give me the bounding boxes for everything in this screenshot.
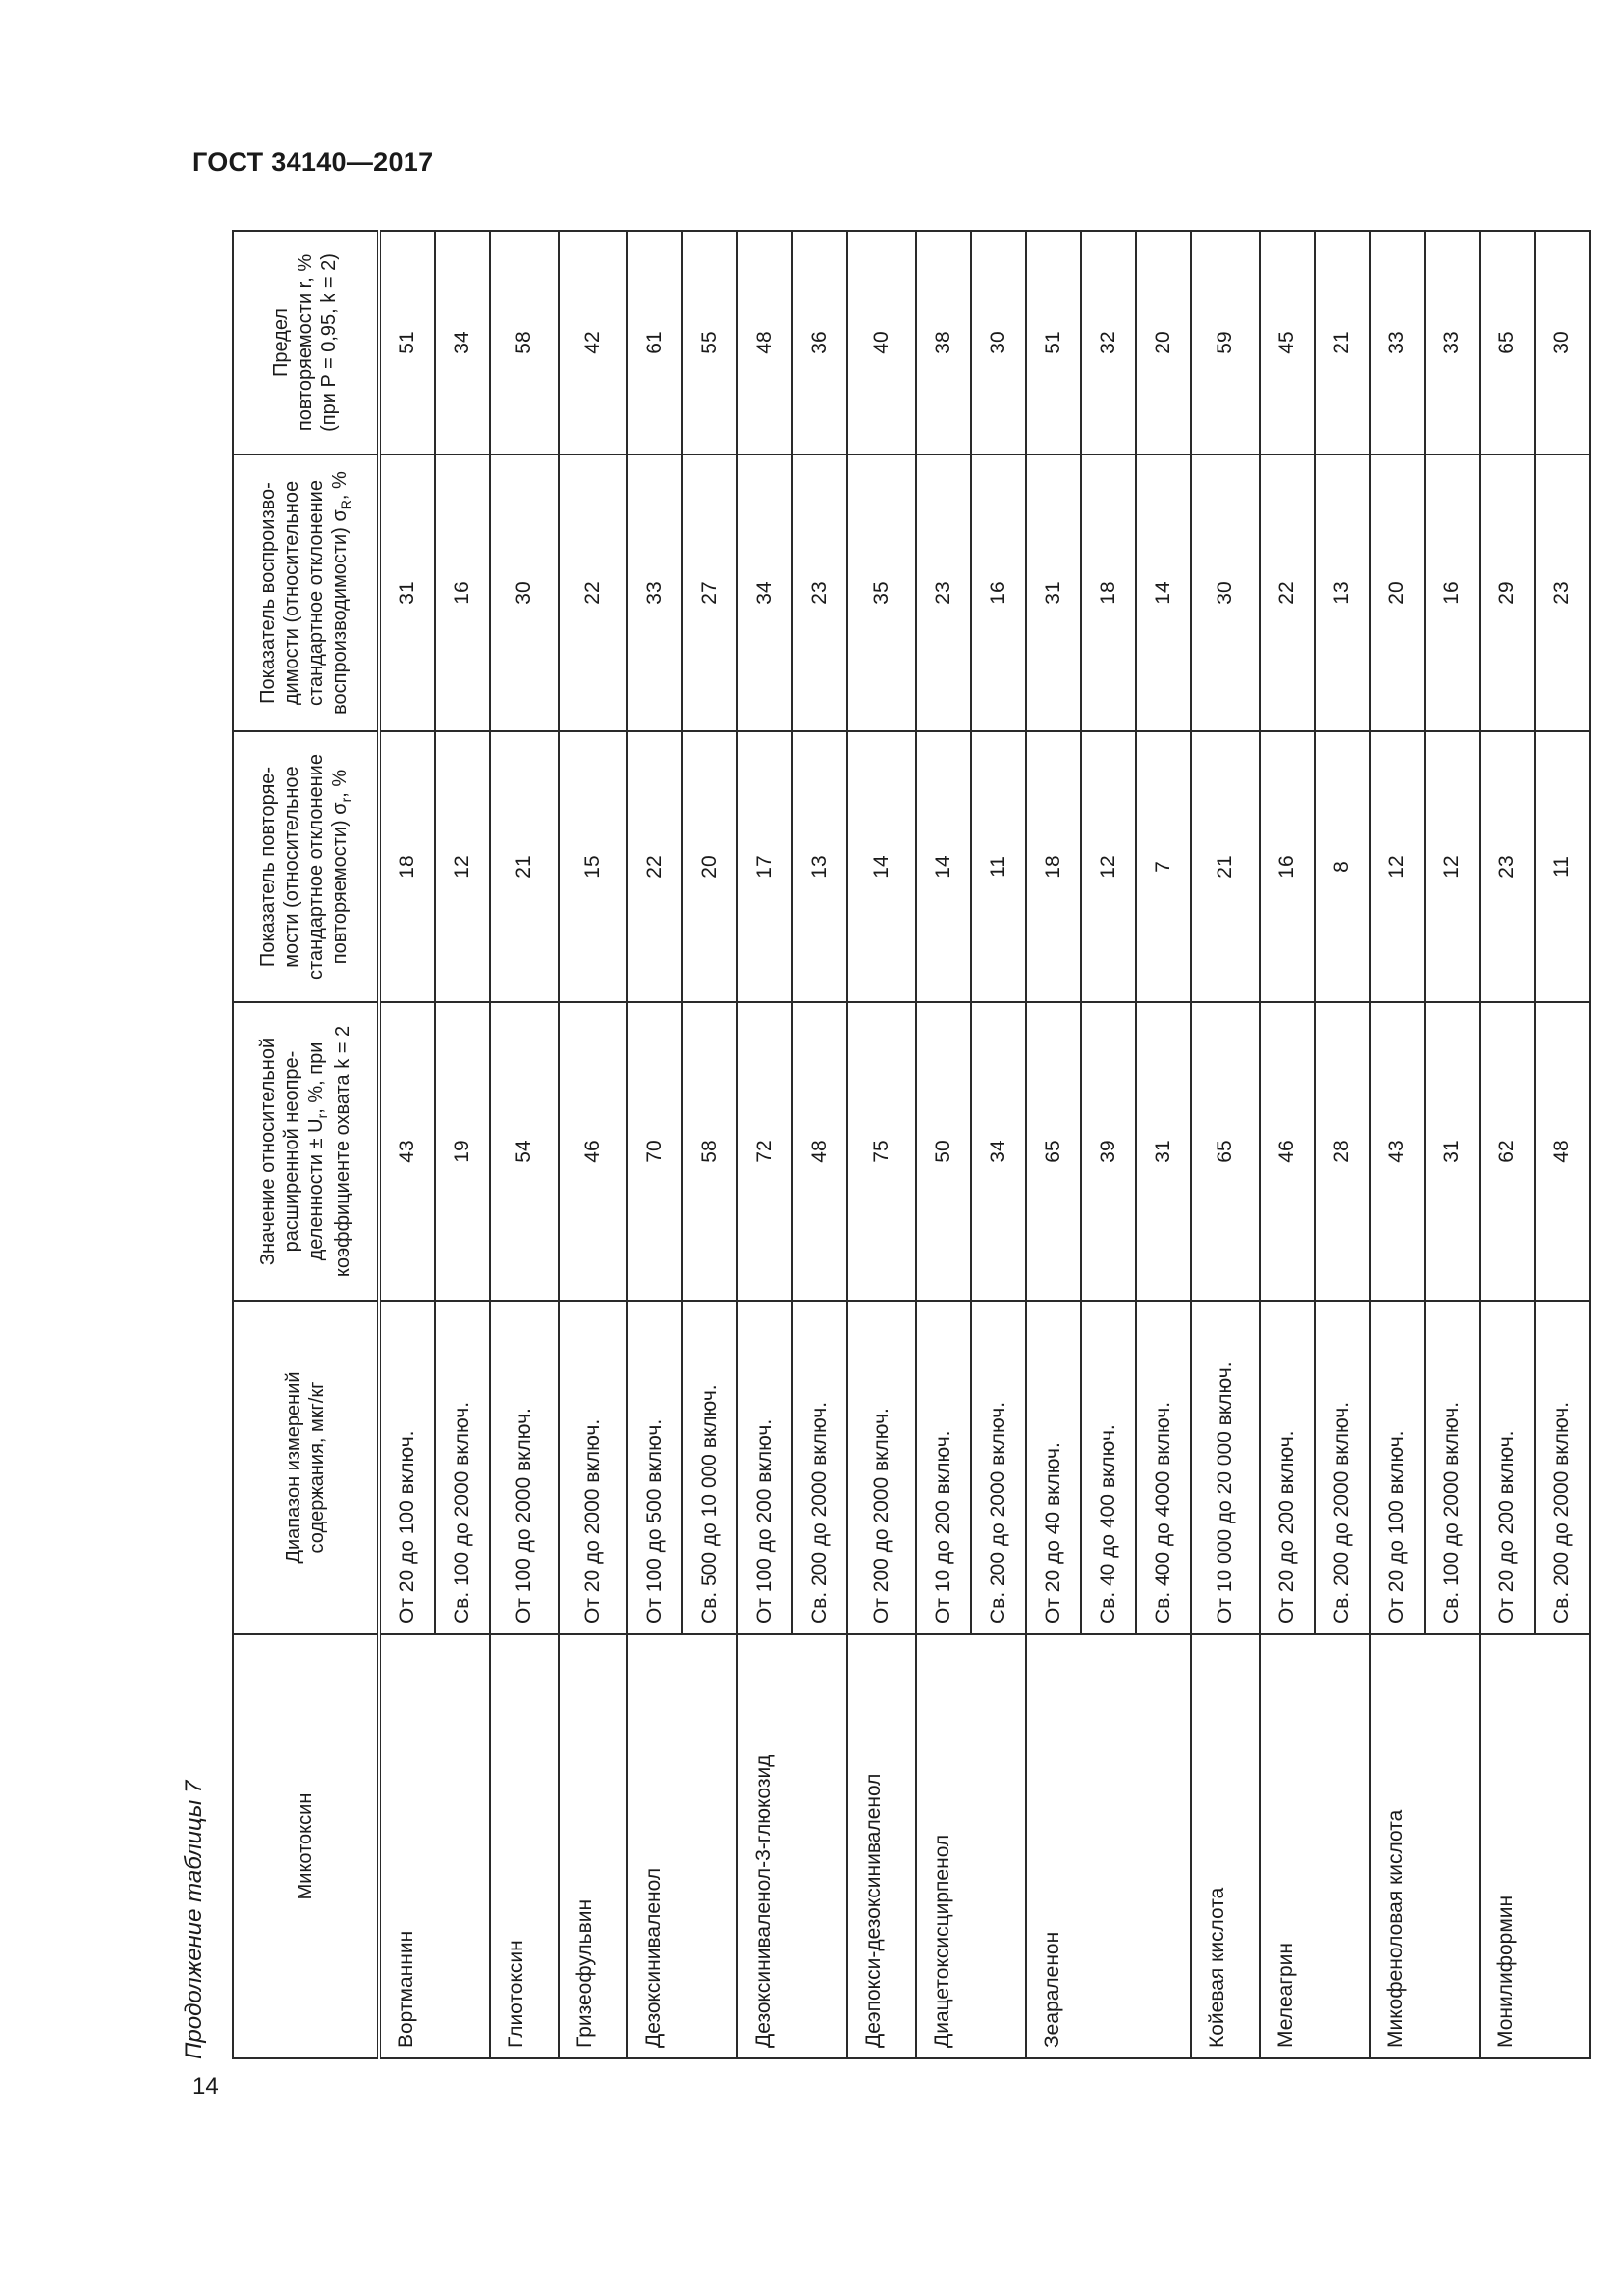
reproducibility-cell: 16 (435, 454, 490, 731)
reproducibility-cell: 22 (559, 454, 627, 731)
reproducibility-cell: 13 (1315, 454, 1370, 731)
limit-cell: 61 (627, 231, 682, 454)
repeatability-cell: 11 (1535, 731, 1590, 1002)
reproducibility-cell: 27 (682, 454, 737, 731)
repeatability-cell: 14 (847, 731, 916, 1002)
mycotoxin-cell: Диацетоксисцирпенол (916, 1634, 1026, 2058)
limit-cell: 51 (379, 231, 435, 454)
repeatability-cell: 16 (1260, 731, 1315, 1002)
mycotoxin-cell: Гризеофульвин (559, 1634, 627, 2058)
mycotoxin-cell: Зеараленон (1026, 1634, 1191, 2058)
repeatability-cell: 18 (1026, 731, 1081, 1002)
reproducibility-cell: 16 (1425, 454, 1480, 731)
range-cell: Св. 200 до 2000 включ. (1535, 1301, 1590, 1634)
repeatability-cell: 7 (1136, 731, 1191, 1002)
table-row (559, 231, 627, 2058)
limit-cell: 42 (559, 231, 627, 454)
repeatability-cell: 13 (792, 731, 847, 1002)
uncertainty-cell: 62 (1480, 1002, 1535, 1301)
mycotoxin-cell: Деэпокси-дезоксиниваленол (847, 1634, 916, 2058)
uncertainty-cell: 72 (737, 1002, 792, 1301)
uncertainty-cell: 50 (916, 1002, 971, 1301)
uncertainty-cell: 43 (1370, 1002, 1425, 1301)
table-row (1260, 231, 1315, 2058)
reproducibility-cell: 14 (1136, 454, 1191, 731)
reproducibility-cell: 22 (1260, 454, 1315, 731)
range-cell: От 10 000 до 20 000 включ. (1191, 1301, 1260, 1634)
table-row (916, 231, 971, 2058)
repeatability-cell: 12 (1081, 731, 1136, 1002)
limit-cell: 33 (1425, 231, 1480, 454)
repeatability-cell: 21 (490, 731, 559, 1002)
table-caption: Продолжение таблицы 7 (181, 1780, 207, 2059)
repeatability-cell: 15 (559, 731, 627, 1002)
header-uncertainty: Значение относительной расширенной неопре-деленности ± $U_r$, %, при коэффициенте охвата k = 2 (233, 1002, 379, 1301)
repeatability-cell: 22 (627, 731, 682, 1002)
repeatability-cell: 17 (737, 731, 792, 1002)
uncertainty-cell: 46 (1260, 1002, 1315, 1301)
mycotoxin-cell: Дезоксиниваленол-3-глюкозид (737, 1634, 847, 2058)
range-cell: Св. 200 до 2000 включ. (1315, 1301, 1370, 1634)
uncertainty-cell: 43 (379, 1002, 435, 1301)
limit-cell: 45 (1260, 231, 1315, 454)
reproducibility-cell: 23 (1535, 454, 1590, 731)
repeatability-cell: 12 (435, 731, 490, 1002)
header-range: Диапазон измерений содержания, мкг/кг (233, 1301, 379, 1634)
uncertainty-cell: 19 (435, 1002, 490, 1301)
range-cell: Св. 100 до 2000 включ. (1425, 1301, 1480, 1634)
table-row (1191, 231, 1260, 2058)
rotated-table-frame (173, 232, 1573, 2059)
uncertainty-cell: 70 (627, 1002, 682, 1301)
uncertainty-cell: 48 (1535, 1002, 1590, 1301)
range-cell: Св. 200 до 2000 включ. (792, 1301, 847, 1634)
data-table (232, 230, 1591, 2059)
range-cell: От 20 до 40 включ. (1026, 1301, 1081, 1634)
reproducibility-cell: 33 (627, 454, 682, 731)
mycotoxin-cell: Вортманнин (379, 1634, 490, 2058)
limit-cell: 21 (1315, 231, 1370, 454)
reproducibility-cell: 35 (847, 454, 916, 731)
table-row (1480, 231, 1535, 2058)
reproducibility-cell: 23 (792, 454, 847, 731)
range-cell: От 100 до 500 включ. (627, 1301, 682, 1634)
range-cell: Св. 100 до 2000 включ. (435, 1301, 490, 1634)
reproducibility-cell: 29 (1480, 454, 1535, 731)
limit-cell: 20 (1136, 231, 1191, 454)
mycotoxin-cell: Мелеагрин (1260, 1634, 1370, 2058)
limit-cell: 59 (1191, 231, 1260, 454)
table-row (1370, 231, 1425, 2058)
limit-cell: 65 (1480, 231, 1535, 454)
table-row (379, 231, 435, 2058)
repeatability-cell: 8 (1315, 731, 1370, 1002)
uncertainty-cell: 65 (1191, 1002, 1260, 1301)
reproducibility-cell: 30 (1191, 454, 1260, 731)
header-reproducibility: Показатель воспроизво-димости (относительное стандартное отклонение воспроизводимости) $\sigma_R$, % (233, 454, 379, 731)
reproducibility-cell: 31 (1026, 454, 1081, 731)
uncertainty-cell: 28 (1315, 1002, 1370, 1301)
repeatability-cell: 14 (916, 731, 971, 1002)
table-row (1026, 231, 1081, 2058)
reproducibility-cell: 30 (490, 454, 559, 731)
uncertainty-cell: 75 (847, 1002, 916, 1301)
limit-cell: 40 (847, 231, 916, 454)
uncertainty-cell: 39 (1081, 1002, 1136, 1301)
uncertainty-cell: 58 (682, 1002, 737, 1301)
range-cell: Св. 400 до 4000 включ. (1136, 1301, 1191, 1634)
header-mycotoxin: Микотоксин (233, 1634, 379, 2058)
reproducibility-cell: 20 (1370, 454, 1425, 731)
header-repeatability-limit: Предел повторяемости r, % (при P = 0,95, k = 2) (233, 231, 379, 454)
uncertainty-cell: 31 (1425, 1002, 1480, 1301)
range-cell: От 20 до 100 включ. (379, 1301, 435, 1634)
limit-cell: 55 (682, 231, 737, 454)
uncertainty-cell: 54 (490, 1002, 559, 1301)
reproducibility-cell: 23 (916, 454, 971, 731)
limit-cell: 32 (1081, 231, 1136, 454)
uncertainty-cell: 31 (1136, 1002, 1191, 1301)
repeatability-cell: 12 (1425, 731, 1480, 1002)
range-cell: Св. 500 до 10 000 включ. (682, 1301, 737, 1634)
limit-cell: 38 (916, 231, 971, 454)
repeatability-cell: 12 (1370, 731, 1425, 1002)
reproducibility-cell: 31 (379, 454, 435, 731)
standard-title: ГОСТ 34140—2017 (192, 147, 434, 177)
table-row (490, 231, 559, 2058)
reproducibility-cell: 18 (1081, 454, 1136, 731)
mycotoxin-cell: Микофеноловая кислота (1370, 1634, 1480, 2058)
limit-cell: 33 (1370, 231, 1425, 454)
range-cell: Св. 40 до 400 включ. (1081, 1301, 1136, 1634)
limit-cell: 30 (971, 231, 1026, 454)
limit-cell: 48 (737, 231, 792, 454)
range-cell: Св. 200 до 2000 включ. (971, 1301, 1026, 1634)
table-row (627, 231, 682, 2058)
range-cell: От 20 до 100 включ. (1370, 1301, 1425, 1634)
header-repeatability: Показатель повторяе-мости (относительное стандартное отклонение повторяемости) $\sigma_r$, % (233, 731, 379, 1002)
mycotoxin-cell: Глиотоксин (490, 1634, 559, 2058)
range-cell: От 20 до 200 включ. (1480, 1301, 1535, 1634)
range-cell: От 10 до 200 включ. (916, 1301, 971, 1634)
repeatability-cell: 11 (971, 731, 1026, 1002)
range-cell: От 200 до 2000 включ. (847, 1301, 916, 1634)
table-row (847, 231, 916, 2058)
mycotoxin-cell: Монилиформин (1480, 1634, 1590, 2058)
range-cell: От 20 до 200 включ. (1260, 1301, 1315, 1634)
limit-cell: 30 (1535, 231, 1590, 454)
uncertainty-cell: 46 (559, 1002, 627, 1301)
uncertainty-cell: 34 (971, 1002, 1026, 1301)
reproducibility-cell: 34 (737, 454, 792, 731)
range-cell: От 100 до 2000 включ. (490, 1301, 559, 1634)
uncertainty-cell: 65 (1026, 1002, 1081, 1301)
reproducibility-cell: 16 (971, 454, 1026, 731)
mycotoxin-cell: Койевая кислота (1191, 1634, 1260, 2058)
repeatability-cell: 23 (1480, 731, 1535, 1002)
uncertainty-cell: 48 (792, 1002, 847, 1301)
table-header-row (233, 231, 379, 2058)
page-number: 14 (192, 2073, 219, 2100)
range-cell: От 20 до 2000 включ. (559, 1301, 627, 1634)
range-cell: От 100 до 200 включ. (737, 1301, 792, 1634)
mycotoxin-cell: Дезоксиниваленол (627, 1634, 737, 2058)
limit-cell: 36 (792, 231, 847, 454)
limit-cell: 51 (1026, 231, 1081, 454)
repeatability-cell: 18 (379, 731, 435, 1002)
repeatability-cell: 21 (1191, 731, 1260, 1002)
repeatability-cell: 20 (682, 731, 737, 1002)
table-row (737, 231, 792, 2058)
limit-cell: 58 (490, 231, 559, 454)
limit-cell: 34 (435, 231, 490, 454)
